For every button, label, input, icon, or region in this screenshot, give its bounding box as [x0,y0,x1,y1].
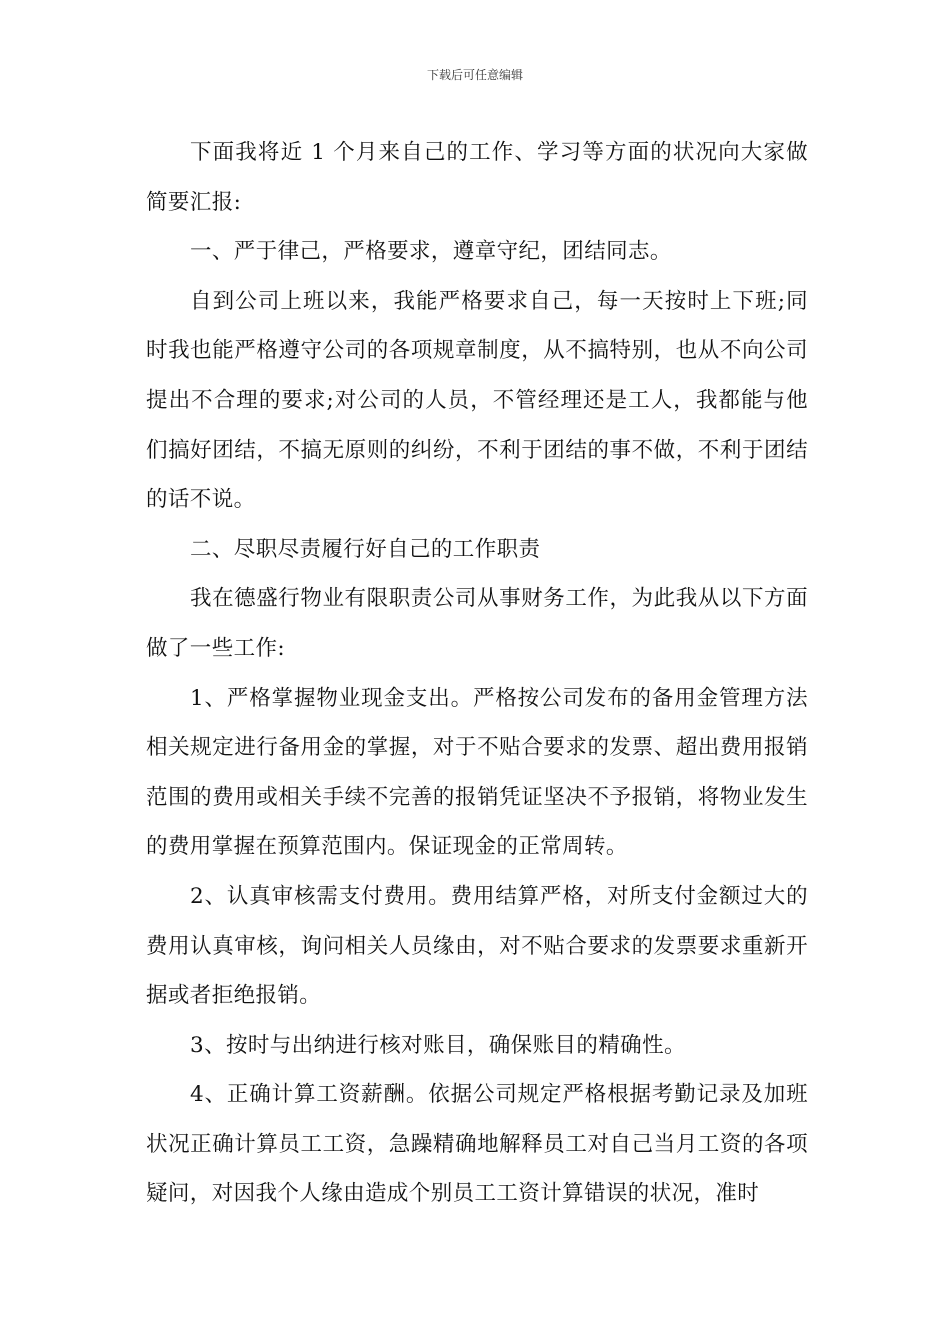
section-heading-1: 一、严于律己，严格要求，遵章守纪，团结同志。 [190,239,672,265]
list-item-3: 3、按时与出纳进行核对账目，确保账目的精确性。 [190,1032,686,1058]
paragraph-discipline: 自到公司上班以来，我能严格要求自己，每一天按时上下班;同时我也能严格遵守公司的各项规章制度，从不搞特别，也从不向公司提出不合理的要求;对公司的人员，不管经理还是工人，我都能与他们搞好团结，不搞无原则的纠纷，不利于团结的事不做，不利于团结的话不说。 [146,288,808,513]
list-item-1: 1、严格掌握物业现金支出。严格按公司发布的备用金管理方法相关规定进行备用金的掌握，对于不贴合要求的发票、超出费用报销范围的费用或相关手续不完善的报销凭证坚决不予报销，将物业发生的费用掌握在预算范围内。保证现金的正常周转。 [146,685,808,860]
page-header: 下载后可任意编辑 [426,68,523,82]
section-heading-2: 二、尽职尽责履行好自己的工作职责 [190,536,541,562]
list-item-2: 2、认真审核需支付费用。费用结算严格，对所支付金额过大的费用认真审核，询问相关人员缘由，对不贴合要求的发票要求重新开据或者拒绝报销。 [146,883,808,1009]
paragraph-intro: 下面我将近 1 个月来自己的工作、学习等方面的状况向大家做简要汇报: [146,140,808,215]
document-body [146,128,808,1219]
paragraph-work-intro: 我在德盛行物业有限职责公司从事财务工作，为此我从以下方面做了一些工作: [146,586,808,661]
list-item-4: 4、正确计算工资薪酬。依据公司规定严格根据考勤记录及加班状况正确计算员工工资，急躁精确地解释员工对自己当月工资的各项疑问，对因我个人缘由造成个别员工工资计算错误的状况，准时 [146,1082,808,1207]
